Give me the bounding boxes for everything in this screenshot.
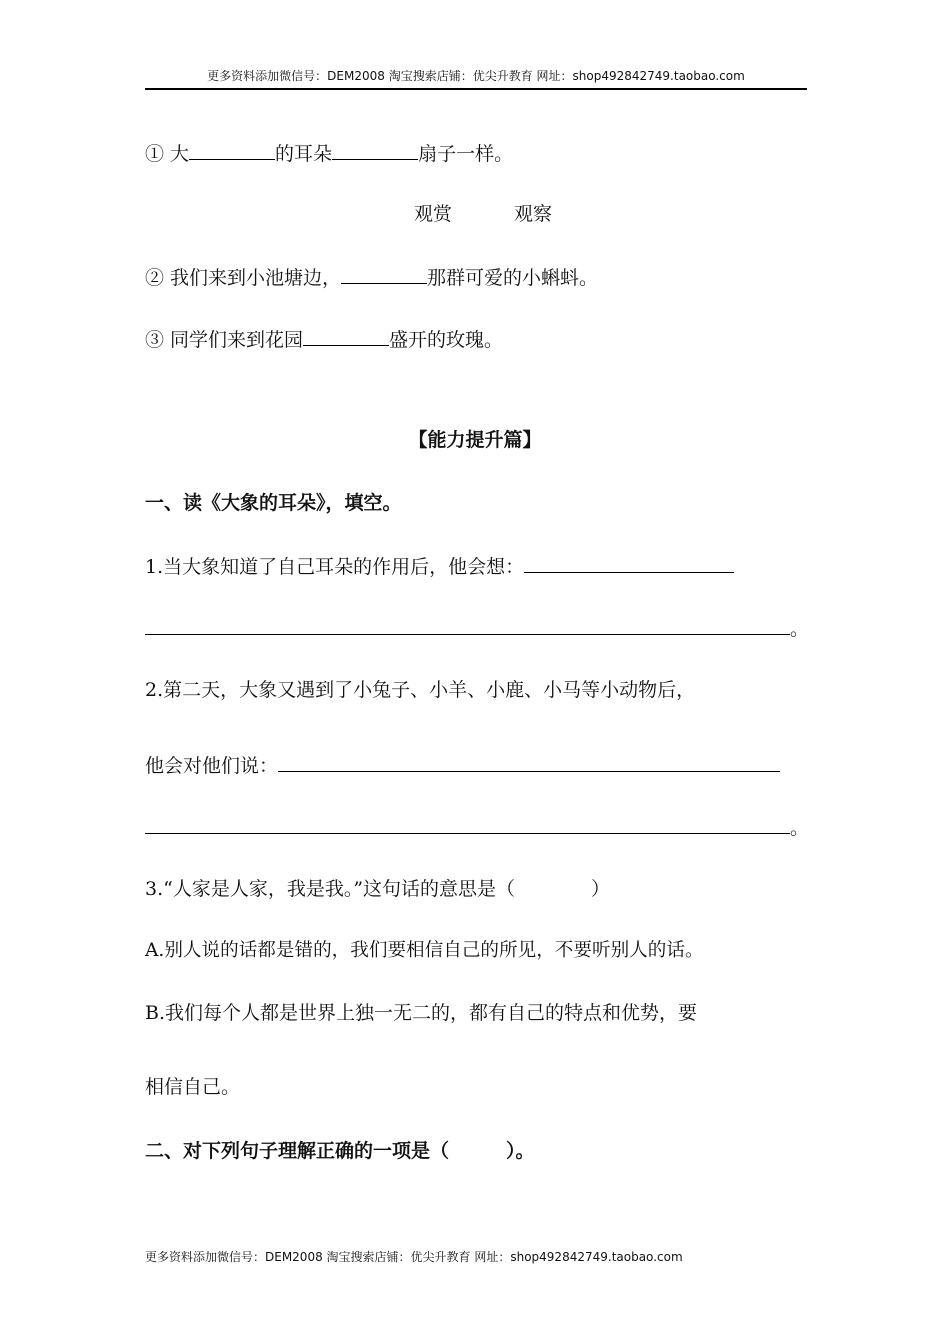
sentence-1 xyxy=(145,139,513,168)
option-a: A.别人说的话都是错的，我们要相信自己的所见，不要听别人的话。 xyxy=(145,940,704,961)
question-1 xyxy=(145,552,805,581)
sentence-2-part-a: ② 我们来到小池塘边， xyxy=(145,267,342,289)
sentence-1-part-a: ① 大 xyxy=(145,143,190,165)
answer-line-2a xyxy=(278,751,780,772)
blank-3 xyxy=(341,263,427,284)
footer-text: 更多资料添加微信号：DEM2008 淘宝搜索店铺：优尖升教育 网址：shop492842749.taobao.com xyxy=(145,1250,683,1264)
part1-heading: 一、读《大象的耳朵》，填空。 xyxy=(145,492,402,514)
sentence-3-part-a: ③ 同学们来到花园 xyxy=(145,329,304,351)
part2-heading: 二、对下列句子理解正确的一项是（ ）。 xyxy=(145,1140,535,1162)
sentence-2-part-b: 那群可爱的小蝌蚪。 xyxy=(427,267,599,289)
blank-2 xyxy=(332,139,418,160)
word-choice-1: 观赏 xyxy=(414,203,453,225)
section-title: 【能力提升篇】 xyxy=(408,429,542,451)
answer-line-2b xyxy=(145,813,790,834)
question-2-continued: 他会对他们说： xyxy=(145,755,279,777)
answer-line-1b xyxy=(145,614,790,635)
sentence-1-part-b: 的耳朵 xyxy=(275,143,333,165)
blank-1 xyxy=(189,139,275,160)
header-text: 更多资料添加微信号：DEM2008 淘宝搜索店铺：优尖升教育 网址：shop492842749.taobao.com xyxy=(207,69,745,83)
question-1-end: 。 xyxy=(790,618,810,640)
sentence-1-part-c: 扇子一样。 xyxy=(418,143,514,165)
question-2: 2.第二天，大象又遇到了小兔子、小羊、小鹿、小马等小动物后， xyxy=(145,679,696,701)
sentence-3-part-b: 盛开的玫瑰。 xyxy=(389,329,504,351)
answer-line-1a xyxy=(524,552,734,573)
page-header xyxy=(145,66,807,90)
sentence-2 xyxy=(145,263,598,292)
page-footer xyxy=(145,1247,683,1267)
option-b: B.我们每个人都是世界上独一无二的，都有自己的特点和优势，要 xyxy=(145,1002,698,1024)
question-2-end: 。 xyxy=(790,817,810,839)
question-2-line2 xyxy=(145,751,780,780)
question-3: 3.“人家是人家，我是我。”这句话的意思是（ ） xyxy=(145,878,611,900)
question-1-line2 xyxy=(145,614,809,643)
question-1-text: 1.当大象知道了自己耳朵的作用后，他会想： xyxy=(145,556,525,578)
option-b-continued: 相信自己。 xyxy=(145,1076,241,1098)
sentence-3 xyxy=(145,325,503,354)
word-choice-2: 观察 xyxy=(514,203,553,225)
blank-4 xyxy=(303,325,389,346)
question-2-line3 xyxy=(145,813,809,842)
